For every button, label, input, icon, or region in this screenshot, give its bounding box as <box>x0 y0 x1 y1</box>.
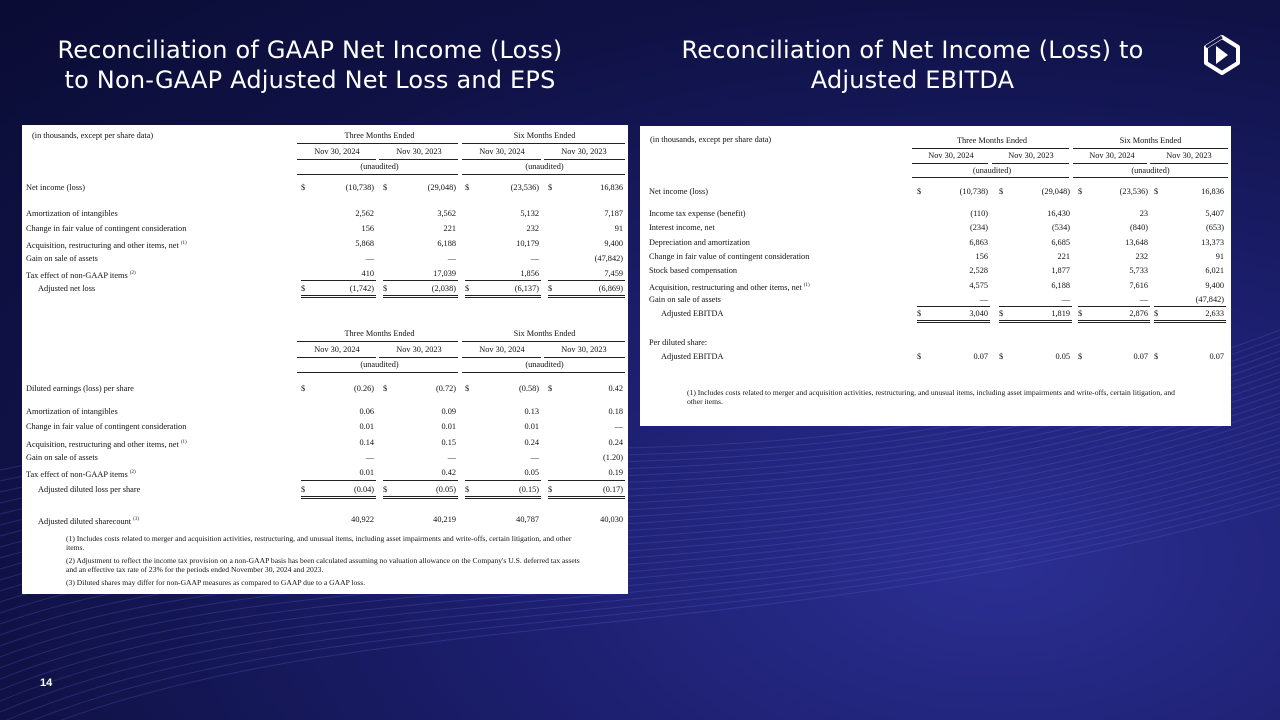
adjusted-net-loss-row <box>38 284 95 294</box>
rule <box>992 163 1069 164</box>
value-cell: 6,188 <box>437 239 456 248</box>
value-cell: 0.13 <box>524 407 539 416</box>
group-header-six-months: Six Months Ended <box>513 329 576 338</box>
adjustment-row-text: Tax effect of non-GAAP items <box>26 270 128 280</box>
currency-symbol: $ <box>1078 309 1083 318</box>
rule <box>548 280 625 281</box>
rule <box>1150 163 1228 164</box>
net-income-row-text: Net income (loss) <box>26 183 85 192</box>
value-cell: 9,400 <box>1205 281 1224 290</box>
value-cell: 0.14 <box>359 438 374 447</box>
rule <box>383 280 458 281</box>
unaudited-label: (unaudited) <box>1131 166 1170 175</box>
double-rule <box>301 496 376 499</box>
value-cell: (23,536) <box>1119 187 1148 196</box>
sharecount-row-text: Adjusted diluted sharecount <box>38 516 132 526</box>
value-cell: 0.07 <box>1209 352 1224 361</box>
value-cell: 0.09 <box>441 407 456 416</box>
per-diluted-share-label: Per diluted share: <box>649 338 708 347</box>
rule <box>297 357 376 358</box>
adjustment-row-note: (1) <box>180 241 187 246</box>
rule <box>297 372 458 373</box>
group-header-three-months: Three Months Ended <box>956 136 1028 145</box>
value-cell: 3,562 <box>437 209 456 218</box>
value-cell: 6,021 <box>1205 266 1224 275</box>
value-cell: 5,733 <box>1129 266 1148 275</box>
rule <box>912 148 1069 149</box>
rule <box>1078 306 1150 307</box>
currency-symbol: $ <box>465 384 470 393</box>
rule <box>383 480 458 481</box>
value-cell: 0.42 <box>441 468 456 477</box>
value-cell: 5,868 <box>355 239 374 248</box>
unaudited-label: (unaudited) <box>525 360 564 369</box>
value-cell: (0.05) <box>435 485 456 494</box>
value-cell: 9,400 <box>604 239 623 248</box>
currency-symbol: $ <box>917 352 922 361</box>
value-cell: (6,137) <box>514 284 539 293</box>
rule <box>379 357 458 358</box>
value-cell: (2,038) <box>431 284 456 293</box>
value-cell: 0.42 <box>608 384 623 393</box>
double-rule <box>999 320 1072 323</box>
ebitda-adjustment-row <box>649 209 746 219</box>
currency-symbol: $ <box>548 183 553 192</box>
value-cell: 17,039 <box>433 269 456 278</box>
group-header-three-months: Three Months Ended <box>344 131 415 140</box>
value-cell: 4,575 <box>969 281 988 290</box>
company-logo-icon <box>1198 33 1246 77</box>
value-cell: (0.17) <box>602 485 623 494</box>
value-cell: 0.06 <box>359 407 374 416</box>
ebitda-adjustment-row <box>649 281 810 293</box>
rule <box>1154 306 1226 307</box>
rule <box>465 480 541 481</box>
column-header: Nov 30, 2024 <box>314 345 360 354</box>
column-header: Nov 30, 2023 <box>396 147 442 156</box>
currency-symbol: $ <box>383 384 388 393</box>
value-cell: 91 <box>614 224 623 233</box>
value-cell: 2,633 <box>1205 309 1224 318</box>
adjusted-ebitda-row-text: Adjusted EBITDA <box>661 309 724 318</box>
value-cell: 40,787 <box>516 515 539 524</box>
column-header: Nov 30, 2023 <box>561 147 607 156</box>
rule <box>297 341 458 342</box>
currency-symbol: $ <box>999 309 1004 318</box>
value-cell: 2,876 <box>1129 309 1148 318</box>
column-header: Nov 30, 2023 <box>1008 151 1054 160</box>
value-cell: 0.01 <box>441 422 456 431</box>
adjusted-ebitda-row <box>661 309 723 319</box>
eps-adjustment-row-note: (1) <box>180 440 187 445</box>
sharecount-row-note: (3) <box>133 517 140 522</box>
title-left <box>20 35 600 95</box>
currency-symbol: $ <box>465 183 470 192</box>
double-rule <box>548 295 625 298</box>
eps-adjustment-row-text: Gain on sale of assets <box>26 453 98 462</box>
rule <box>1073 177 1228 178</box>
value-cell: 232 <box>526 224 539 233</box>
currency-symbol: $ <box>1154 187 1159 196</box>
rule <box>301 480 376 481</box>
eps-adjustment-row-text: Change in fair value of contingent consideration <box>26 422 187 431</box>
rule <box>301 280 376 281</box>
ebitda-adjustment-row-text: Depreciation and amortization <box>649 238 750 247</box>
unaudited-label: (unaudited) <box>360 360 399 369</box>
title-right <box>640 35 1185 95</box>
footnote: (1) Includes costs related to merger and acquisition activities, restructuring, and unusual items, including asset impairments and write-offs, certain litigation, and other items. <box>66 534 572 552</box>
title-right-line-1: Reconciliation of Net Income (Loss) to <box>681 36 1144 64</box>
rule <box>548 480 625 481</box>
ebitda-adjustment-row-text: Interest income, net <box>649 223 715 232</box>
currency-symbol: $ <box>917 187 922 196</box>
value-cell: 5,132 <box>520 209 539 218</box>
value-cell: 7,459 <box>604 269 623 278</box>
unaudited-label: (unaudited) <box>525 162 564 171</box>
currency-symbol: $ <box>301 183 306 192</box>
value-cell: 0.01 <box>359 468 374 477</box>
currency-symbol: $ <box>465 485 470 494</box>
value-cell: 7,616 <box>1129 281 1148 290</box>
footnote: (2) Adjustment to reflect the income tax provision on a non-GAAP basis has been calculated assuming no valuation allowance on the Company's U.S. deferred tax assets and an effective tax rate of 23% for the periods ended November 30, 2024 and 2023. <box>66 556 580 574</box>
value-cell: 23 <box>1139 209 1148 218</box>
eps-adjustment-row-text: Amortization of intangibles <box>26 407 118 416</box>
rule <box>465 280 541 281</box>
value-cell: 0.15 <box>441 438 456 447</box>
eps-adjustment-row <box>26 453 98 463</box>
double-rule <box>548 496 625 499</box>
table-caption: (in thousands, except per share data) <box>32 131 154 140</box>
eps-adjustment-row <box>26 407 118 417</box>
value-cell: (653) <box>1206 223 1224 232</box>
value-cell: (47,842) <box>594 254 623 263</box>
rule <box>462 357 541 358</box>
double-rule <box>1154 320 1226 323</box>
value-cell: — <box>530 453 539 462</box>
currency-symbol: $ <box>548 384 553 393</box>
column-header: Nov 30, 2024 <box>928 151 974 160</box>
adjustment-row-text: Change in fair value of contingent consideration <box>26 224 187 233</box>
adjustment-row <box>26 269 136 281</box>
value-cell: — <box>365 453 374 462</box>
ebitda-reconciliation-table <box>640 126 1231 426</box>
double-rule <box>917 320 990 323</box>
diluted-eps-row-text: Diluted earnings (loss) per share <box>26 384 134 393</box>
value-cell: 1,877 <box>1051 266 1070 275</box>
rule <box>297 159 376 160</box>
rule <box>544 357 625 358</box>
ebitda-adjustment-row-note: (1) <box>803 283 810 288</box>
column-header: Nov 30, 2024 <box>314 147 360 156</box>
currency-symbol: $ <box>1078 352 1083 361</box>
value-cell: 0.07 <box>973 352 988 361</box>
column-header: Nov 30, 2023 <box>396 345 442 354</box>
rule <box>1073 148 1228 149</box>
value-cell: 0.24 <box>524 438 539 447</box>
column-header: Nov 30, 2024 <box>479 345 525 354</box>
value-cell: 16,836 <box>1201 187 1224 196</box>
eps-adjustment-row <box>26 468 136 480</box>
currency-symbol: $ <box>1154 352 1159 361</box>
net-income-row <box>26 183 85 193</box>
value-cell: (1,742) <box>349 284 374 293</box>
value-cell: 13,648 <box>1125 238 1148 247</box>
ebitda-adjustment-row <box>649 238 750 248</box>
double-rule <box>465 496 541 499</box>
rule <box>297 143 458 144</box>
group-header-six-months: Six Months Ended <box>513 131 576 140</box>
eps-adjustment-row-text: Tax effect of non-GAAP items <box>26 469 128 479</box>
value-cell: 0.18 <box>608 407 623 416</box>
eps-adjustment-row <box>26 438 187 450</box>
value-cell: 40,922 <box>351 515 374 524</box>
value-cell: — <box>365 254 374 263</box>
value-cell: 156 <box>361 224 374 233</box>
page-number: 14 <box>40 677 53 689</box>
title-left-line-1: Reconciliation of GAAP Net Income (Loss) <box>57 36 563 64</box>
rule <box>1073 163 1147 164</box>
value-cell: 2,528 <box>969 266 988 275</box>
rule <box>912 163 988 164</box>
value-cell: (23,536) <box>510 183 539 192</box>
value-cell: (47,842) <box>1195 295 1224 304</box>
rule <box>912 177 1069 178</box>
column-header: Nov 30, 2024 <box>479 147 525 156</box>
value-cell: 91 <box>1215 252 1224 261</box>
value-cell: (0.58) <box>518 384 539 393</box>
group-header-three-months: Three Months Ended <box>344 329 415 338</box>
net-income-row <box>649 187 708 197</box>
value-cell: (10,738) <box>959 187 988 196</box>
ebitda-adjustment-row-text: Stock based compensation <box>649 266 738 275</box>
ebitda-per-share-row-text: Adjusted EBITDA <box>661 352 724 361</box>
value-cell: (29,048) <box>427 183 456 192</box>
ebitda-adjustment-row <box>649 223 715 233</box>
ebitda-adjustment-row-text: Acquisition, restructuring and other items, net <box>649 282 802 292</box>
value-cell: 16,836 <box>600 183 623 192</box>
value-cell: (534) <box>1052 223 1070 232</box>
rule <box>462 143 625 144</box>
double-rule <box>301 295 376 298</box>
adjustment-row <box>26 254 98 264</box>
value-cell: (110) <box>970 209 988 218</box>
currency-symbol: $ <box>1078 187 1083 196</box>
currency-symbol: $ <box>383 284 388 293</box>
currency-symbol: $ <box>999 352 1004 361</box>
value-cell: 2,562 <box>355 209 374 218</box>
value-cell: 232 <box>1135 252 1148 261</box>
adjustment-row-text: Amortization of intangibles <box>26 209 118 218</box>
rule <box>462 174 625 175</box>
value-cell: — <box>447 453 456 462</box>
value-cell: (234) <box>970 223 988 232</box>
adjustment-row-text: Acquisition, restructuring and other items, net <box>26 240 179 250</box>
value-cell: 5,407 <box>1205 209 1224 218</box>
ebitda-adjustment-row <box>649 252 809 262</box>
currency-symbol: $ <box>301 284 306 293</box>
column-header: Nov 30, 2023 <box>1166 151 1212 160</box>
unaudited-label: (unaudited) <box>360 162 399 171</box>
eps-adjustment-row <box>26 422 186 432</box>
value-cell: 0.01 <box>524 422 539 431</box>
value-cell: 221 <box>1057 252 1070 261</box>
column-header: Nov 30, 2023 <box>561 345 607 354</box>
rule <box>462 372 625 373</box>
value-cell: 6,685 <box>1051 238 1070 247</box>
rule <box>297 174 458 175</box>
eps-adjustment-row-note: (2) <box>129 470 136 475</box>
adjustment-row <box>26 224 186 234</box>
value-cell: 6,188 <box>1051 281 1070 290</box>
value-cell: 0.05 <box>524 468 539 477</box>
value-cell: (840) <box>1130 223 1148 232</box>
value-cell: 7,187 <box>604 209 623 218</box>
value-cell: 410 <box>361 269 374 278</box>
ebitda-per-share-row <box>661 352 723 362</box>
eps-adjustment-row-text: Acquisition, restructuring and other items, net <box>26 439 179 449</box>
value-cell: (6,869) <box>598 284 623 293</box>
value-cell: 1,856 <box>520 269 539 278</box>
group-header-six-months: Six Months Ended <box>1119 136 1182 145</box>
adjusted-net-loss-row-text: Adjusted net loss <box>38 284 96 293</box>
currency-symbol: $ <box>465 284 470 293</box>
footnote: (3) Diluted shares may differ for non-GAAP measures as compared to GAAP due to a GAAP loss. <box>66 578 366 587</box>
rule <box>462 159 541 160</box>
currency-symbol: $ <box>301 384 306 393</box>
adjusted-diluted-loss-row-text: Adjusted diluted loss per share <box>38 485 141 494</box>
double-rule <box>383 496 458 499</box>
rule <box>379 159 458 160</box>
net-income-row-text: Net income (loss) <box>649 187 708 196</box>
title-right-line-2: Adjusted EBITDA <box>810 66 1015 94</box>
sharecount-row <box>38 515 139 527</box>
column-header: Nov 30, 2024 <box>1089 151 1135 160</box>
currency-symbol: $ <box>917 309 922 318</box>
value-cell: 40,030 <box>600 515 623 524</box>
adjustment-row <box>26 239 187 251</box>
value-cell: (1.20) <box>602 453 623 462</box>
rule <box>544 159 625 160</box>
rule <box>999 306 1072 307</box>
value-cell: — <box>530 254 539 263</box>
value-cell: 156 <box>975 252 988 261</box>
currency-symbol: $ <box>301 485 306 494</box>
footnote: (1) Includes costs related to merger and acquisition activities, restructuring, and unusual items, including asset impairments and write-offs, certain litigation, and other items. <box>687 388 1175 406</box>
value-cell: (29,048) <box>1041 187 1070 196</box>
value-cell: 10,179 <box>516 239 539 248</box>
value-cell: 0.07 <box>1133 352 1148 361</box>
gaap-reconciliation-table <box>22 125 628 594</box>
value-cell: 0.05 <box>1055 352 1070 361</box>
double-rule <box>465 295 541 298</box>
value-cell: — <box>979 295 988 304</box>
value-cell: 16,430 <box>1047 209 1070 218</box>
double-rule <box>1078 320 1150 323</box>
currency-symbol: $ <box>383 183 388 192</box>
adjustment-row <box>26 209 118 219</box>
ebitda-adjustment-row <box>649 266 737 276</box>
value-cell: — <box>447 254 456 263</box>
value-cell: 3,040 <box>969 309 988 318</box>
currency-symbol: $ <box>548 485 553 494</box>
adjustment-row-note: (2) <box>129 271 136 276</box>
ebitda-adjustment-row-text: Income tax expense (benefit) <box>649 209 746 218</box>
value-cell: (10,738) <box>345 183 374 192</box>
ebitda-adjustment-row-text: Gain on sale of assets <box>649 295 721 304</box>
currency-symbol: $ <box>383 485 388 494</box>
value-cell: 1,819 <box>1051 309 1070 318</box>
currency-symbol: $ <box>548 284 553 293</box>
rule <box>462 341 625 342</box>
ebitda-adjustment-row <box>649 295 721 305</box>
currency-symbol: $ <box>1154 309 1159 318</box>
rule <box>917 306 990 307</box>
value-cell: (0.72) <box>435 384 456 393</box>
value-cell: (0.04) <box>353 485 374 494</box>
ebitda-adjustment-row-text: Change in fair value of contingent consideration <box>649 252 810 261</box>
value-cell: 6,863 <box>969 238 988 247</box>
value-cell: 0.24 <box>608 438 623 447</box>
value-cell: 0.19 <box>608 468 623 477</box>
value-cell: 40,219 <box>433 515 456 524</box>
value-cell: (0.26) <box>353 384 374 393</box>
value-cell: (0.15) <box>518 485 539 494</box>
adjustment-row-text: Gain on sale of assets <box>26 254 98 263</box>
value-cell: — <box>1061 295 1070 304</box>
title-left-line-2: to Non-GAAP Adjusted Net Loss and EPS <box>64 66 556 94</box>
table-caption: (in thousands, except per share data) <box>650 135 772 144</box>
diluted-eps-row <box>26 384 134 394</box>
adjusted-diluted-loss-row <box>38 485 140 495</box>
value-cell: — <box>1139 295 1148 304</box>
value-cell: 13,373 <box>1201 238 1224 247</box>
value-cell: — <box>614 422 623 431</box>
value-cell: 221 <box>443 224 456 233</box>
unaudited-label: (unaudited) <box>972 166 1012 175</box>
currency-symbol: $ <box>999 187 1004 196</box>
value-cell: 0.01 <box>359 422 374 431</box>
double-rule <box>383 295 458 298</box>
